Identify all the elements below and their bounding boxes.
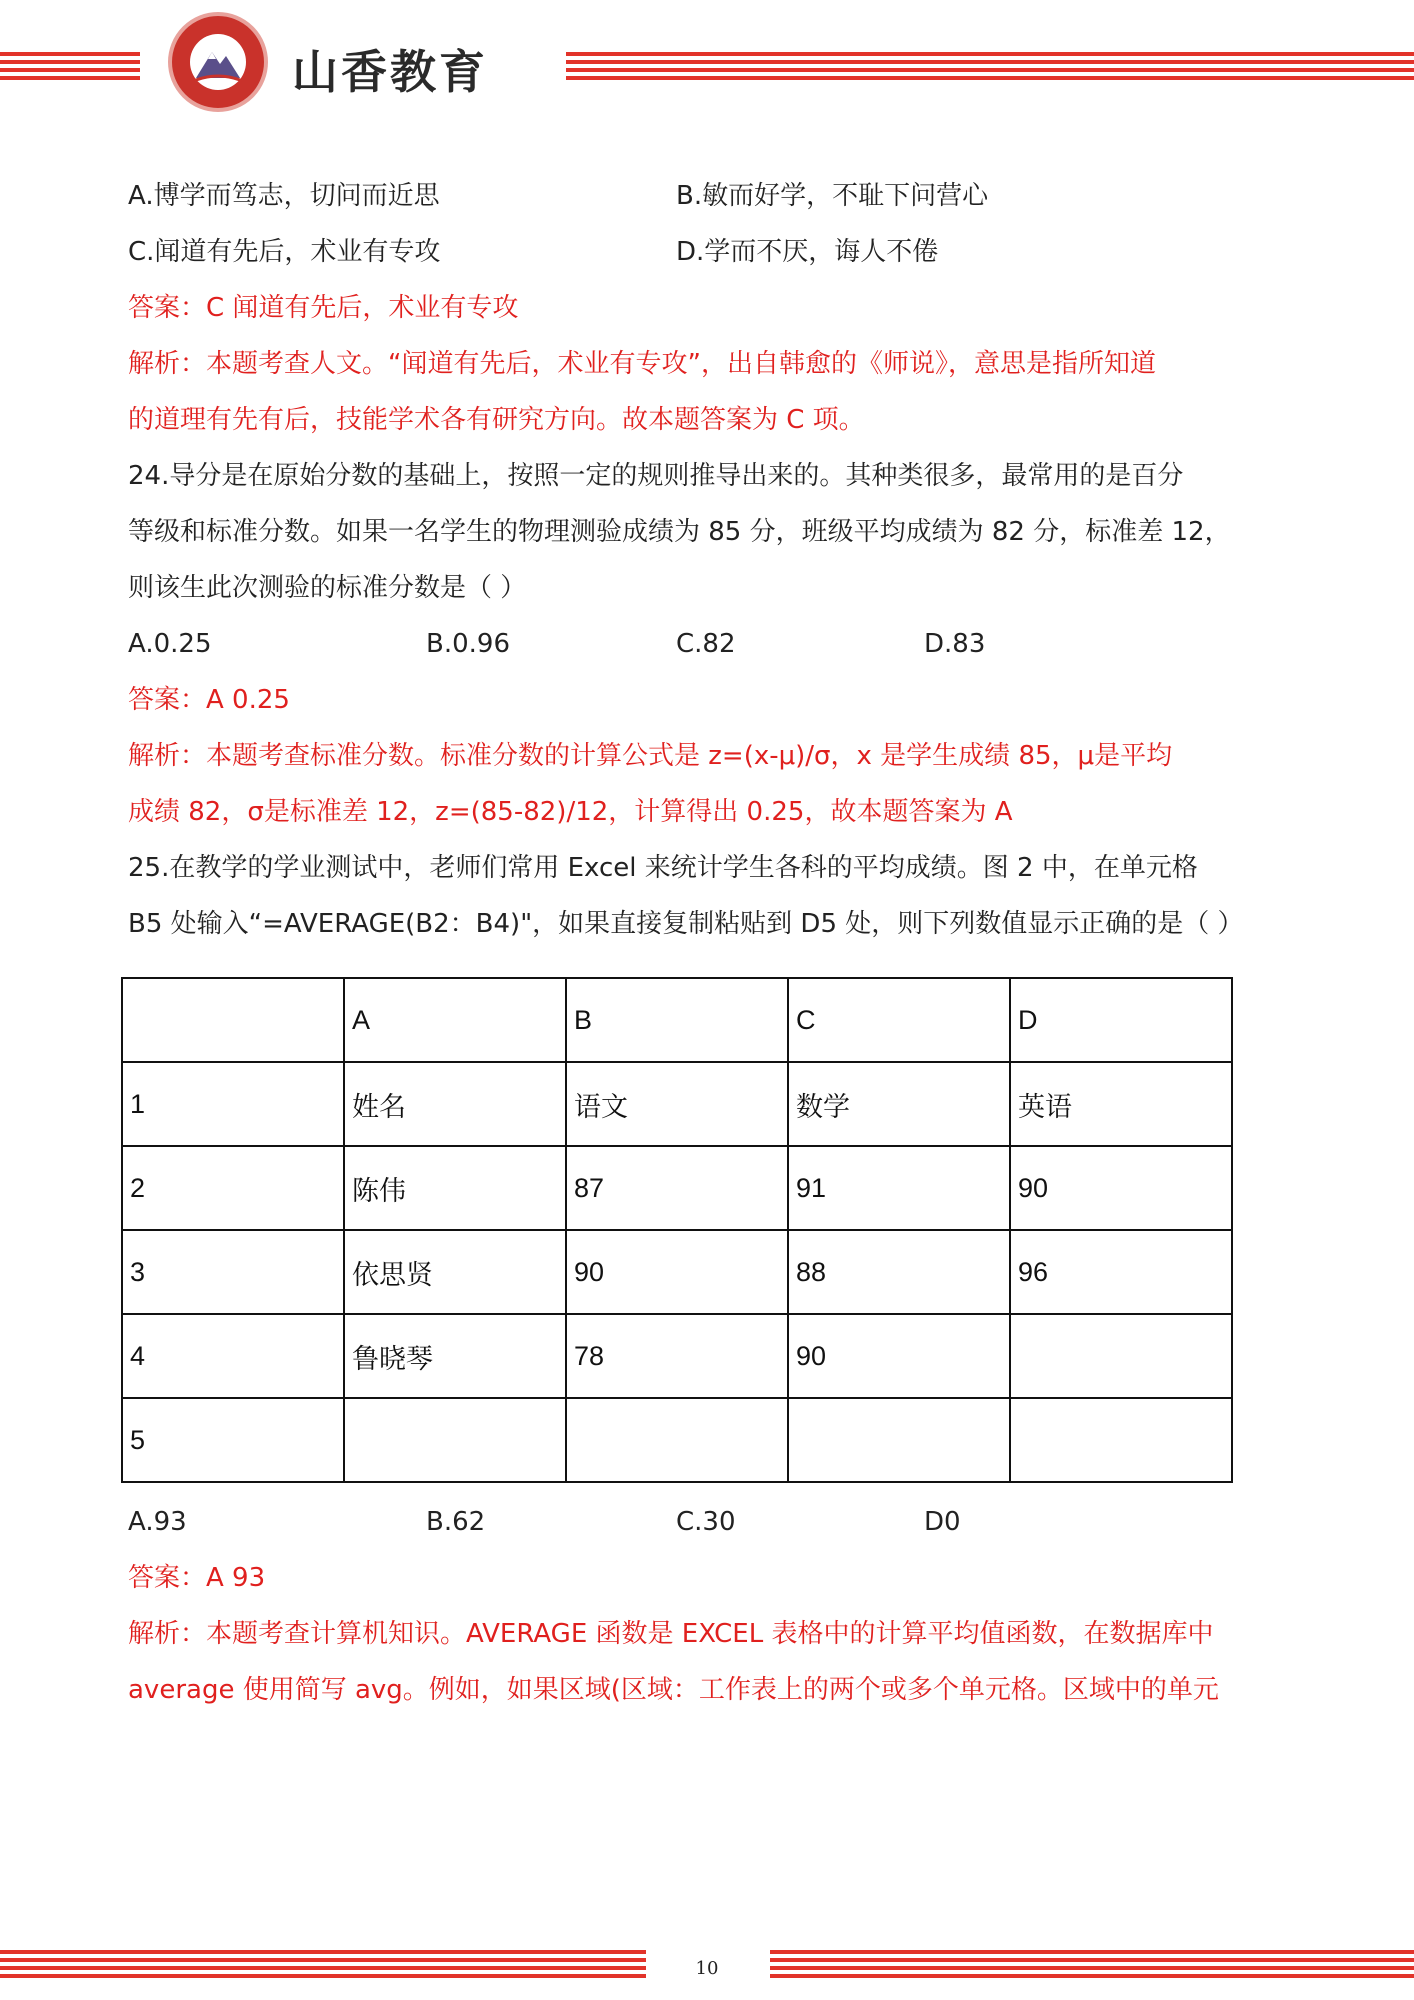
table-cell: 语文 (566, 1062, 788, 1146)
q25-analysis-line1: 解析：本题考查计算机知识。AVERAGE 函数是 EXCEL 表格中的计算平均值函数，在数据库中 (128, 1619, 1214, 1649)
q25-answer: 答案：A 93 (128, 1563, 266, 1593)
q24-option-d: D.83 (924, 629, 986, 659)
table-cell: C (788, 978, 1010, 1062)
table-cell: 90 (566, 1230, 788, 1314)
table-row (122, 1146, 1232, 1230)
table-cell: 78 (566, 1314, 788, 1398)
spreadsheet-table (121, 977, 1233, 1483)
brand-name: 山香教育 (292, 45, 488, 99)
table-cell: 91 (788, 1146, 1010, 1230)
table-cell: 1 (122, 1062, 344, 1146)
table-row (122, 978, 1232, 1062)
q23-option-d: D.学而不厌，诲人不倦 (676, 237, 939, 267)
table-cell: 姓名 (344, 1062, 566, 1146)
table-cell (788, 1398, 1010, 1482)
q23-option-a: A.博学而笃志，切问而近思 (128, 181, 440, 211)
q23-option-c: C.闻道有先后，术业有专攻 (128, 237, 441, 267)
header-stripes-right (566, 52, 1414, 84)
q23-analysis-line1: 解析：本题考查人文。“闻道有先后，术业有专攻”，出自韩愈的《师说》，意思是指所知道 (128, 349, 1156, 379)
header-stripes-left (0, 52, 140, 84)
table-row (122, 1314, 1232, 1398)
q23-options-row2 (128, 224, 1288, 280)
q25-option-d: D0 (924, 1507, 961, 1537)
table-row (122, 1398, 1232, 1482)
table-row (122, 1062, 1232, 1146)
q25-option-b: B.62 (426, 1507, 486, 1537)
q25-option-a: A.93 (128, 1507, 187, 1537)
q24-option-a: A.0.25 (128, 629, 212, 659)
table-cell: 90 (788, 1314, 1010, 1398)
table-cell: 87 (566, 1146, 788, 1230)
table-cell: A (344, 978, 566, 1062)
q23-option-b: B.敏而好学，不耻下问营心 (676, 181, 989, 211)
table-cell: 依思贤 (344, 1230, 566, 1314)
table-cell: 2 (122, 1146, 344, 1230)
q25-stem-line1: 25.在教学的学业测试中，老师们常用 Excel 来统计学生各科的平均成绩。图 2 中，在单元格 (128, 853, 1198, 883)
table-cell: 数学 (788, 1062, 1010, 1146)
q24-analysis-line1: 解析：本题考查标准分数。标准分数的计算公式是 z=(x-μ)/σ，x 是学生成绩 85，μ是平均 (128, 741, 1173, 771)
table-row (122, 1230, 1232, 1314)
table-cell: 90 (1010, 1146, 1232, 1230)
q25-after-table (128, 1494, 1288, 1718)
q24-answer: 答案：A 0.25 (128, 685, 290, 715)
q23-options-row1 (128, 168, 1288, 224)
table-cell (1010, 1398, 1232, 1482)
q24-stem-line3: 则该生此次测验的标准分数是（ ） (128, 573, 527, 603)
q23-analysis-line2: 的道理有先有后，技能学术各有研究方向。故本题答案为 C 项。 (128, 405, 865, 435)
table-cell (566, 1398, 788, 1482)
q24-option-c: C.82 (676, 629, 736, 659)
q24-analysis-line2: 成绩 82，σ是标准差 12，z=(85-82)/12，计算得出 0.25，故本题答案为 A (128, 797, 1013, 827)
q23-answer: 答案：C 闻道有先后，术业有专攻 (128, 293, 519, 323)
table-cell: 鲁晓琴 (344, 1314, 566, 1398)
page-number: 10 (695, 1958, 719, 1979)
q25-option-c: C.30 (676, 1507, 736, 1537)
table-cell: 英语 (1010, 1062, 1232, 1146)
q25-options (128, 1494, 1288, 1550)
q24-stem-line1: 24.导分是在原始分数的基础上，按照一定的规则推导出来的。其种类很多，最常用的是百分 (128, 461, 1184, 491)
table-cell: 4 (122, 1314, 344, 1398)
mountain-icon (190, 34, 246, 90)
table-cell (344, 1398, 566, 1482)
table-cell (1010, 1314, 1232, 1398)
table-cell: B (566, 978, 788, 1062)
table-cell: 96 (1010, 1230, 1232, 1314)
table-cell: 3 (122, 1230, 344, 1314)
table-cell: 88 (788, 1230, 1010, 1314)
q25-stem-line2: B5 处输入“=AVERAGE(B2：B4)"，如果直接复制粘贴到 D5 处，则下列数值显示正确的是（ ） (128, 909, 1244, 939)
table-cell: 陈伟 (344, 1146, 566, 1230)
q24-option-b: B.0.96 (426, 629, 510, 659)
table-cell: D (1010, 978, 1232, 1062)
brand-logo (168, 12, 268, 112)
page-content (128, 168, 1288, 952)
table-cell (122, 978, 344, 1062)
q25-analysis-line2: average 使用简写 avg。例如，如果区域(区域：工作表上的两个或多个单元格。区域中的单元 (128, 1675, 1219, 1705)
q24-stem-line2: 等级和标准分数。如果一名学生的物理测验成绩为 85 分，班级平均成绩为 82 分，标准差 12， (128, 517, 1231, 547)
table-cell: 5 (122, 1398, 344, 1482)
q24-options (128, 616, 1288, 672)
